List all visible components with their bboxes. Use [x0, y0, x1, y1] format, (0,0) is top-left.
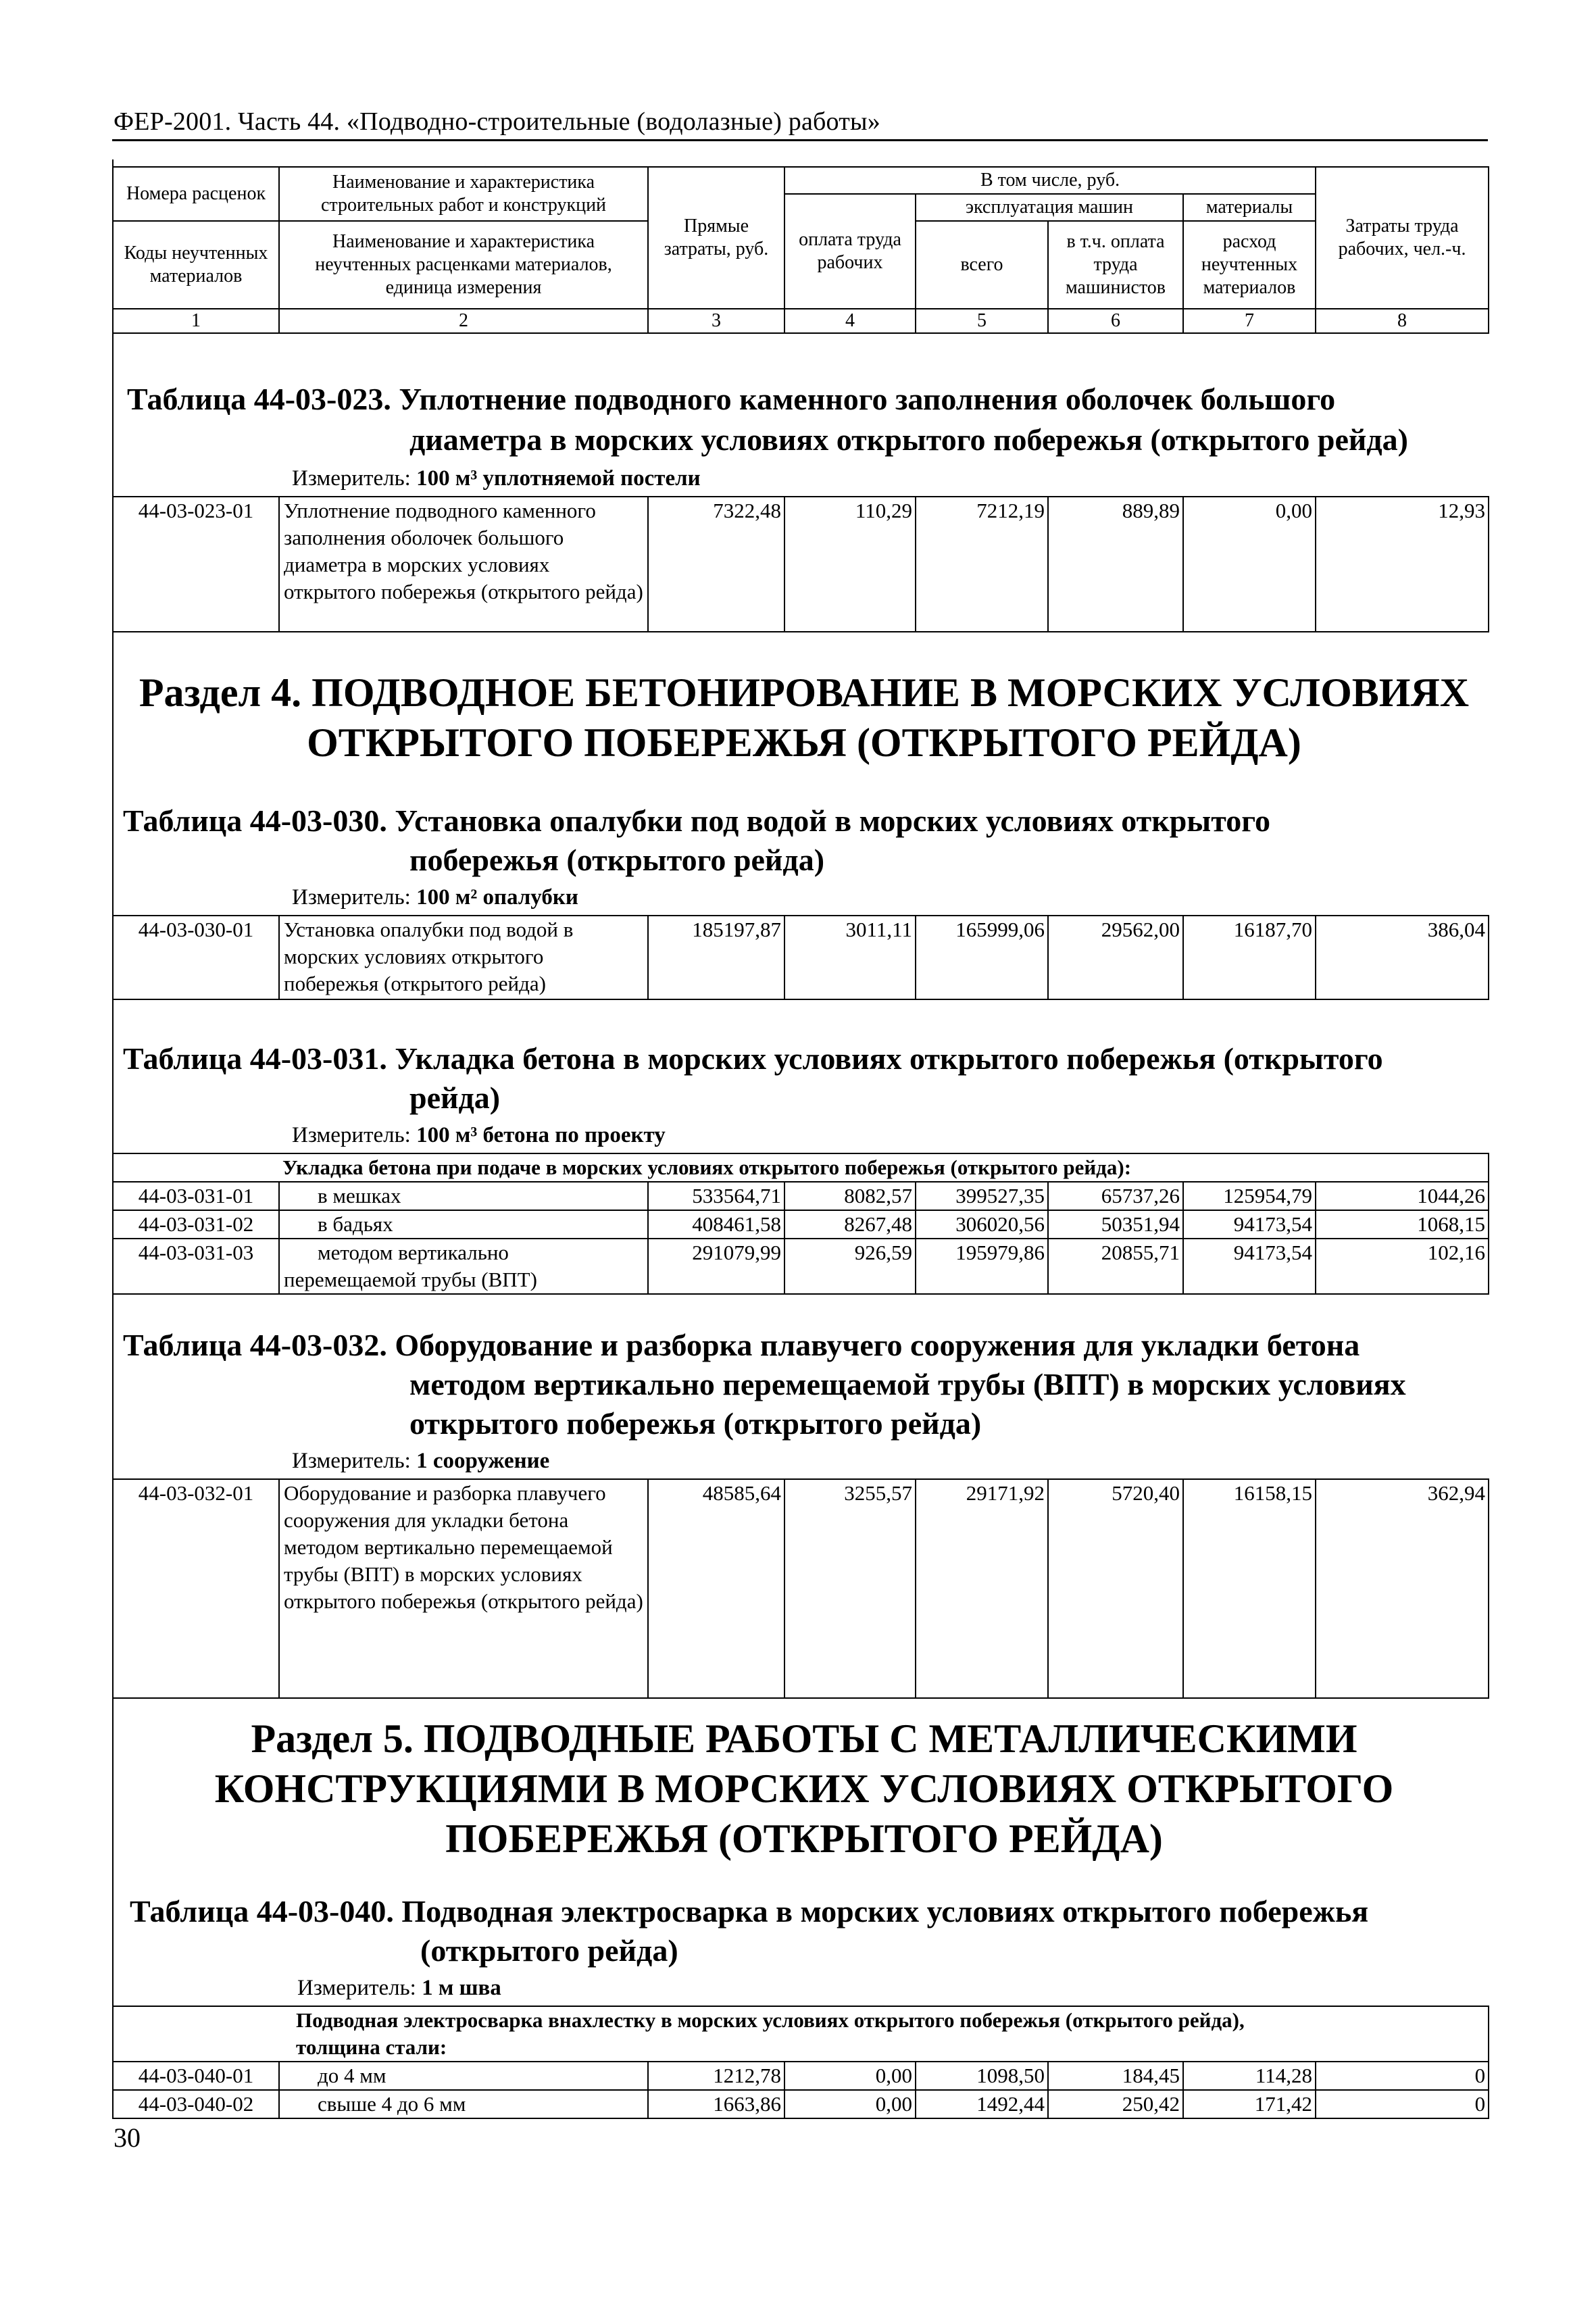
- labor-hours: 386,04: [1316, 916, 1489, 999]
- col-number: 5: [916, 309, 1048, 333]
- table-title: [123, 1326, 1360, 1365]
- meter-label: Измеритель:: [292, 1123, 411, 1147]
- table-title-text: Укладка бетона в морских условиях открытого побережья (открытого: [395, 1041, 1383, 1076]
- table-number: Таблица 44-03-030.: [123, 803, 387, 838]
- column-header-table: [112, 166, 1489, 334]
- meter-label: Измеритель:: [292, 1449, 411, 1473]
- col-number: 2: [279, 309, 648, 333]
- table-row: [113, 1239, 1489, 1294]
- row-name: в мешках: [279, 1182, 648, 1210]
- meter-value: 1 сооружение: [416, 1449, 550, 1473]
- col-number: 6: [1048, 309, 1183, 333]
- operator-wages: 20855,71: [1048, 1239, 1183, 1294]
- labor-hours: 102,16: [1316, 1239, 1489, 1294]
- meter-value: 1 м шва: [422, 1976, 501, 2000]
- col5-header: всего: [916, 221, 1048, 309]
- running-header: ФЕР-2001. Часть 44. «Подводно-строительные (водолазные) работы»: [114, 107, 880, 136]
- row-name: свыше 4 до 6 мм: [279, 2090, 648, 2118]
- col-number: 1: [113, 309, 279, 333]
- machines-total: 195979,86: [916, 1239, 1048, 1294]
- labor-hours: 1068,15: [1316, 1210, 1489, 1239]
- row-name-line2: перемещаемой трубы (ВПТ): [284, 1268, 537, 1291]
- col3-header: Прямые затраты, руб.: [648, 167, 784, 309]
- col-number: 8: [1316, 309, 1489, 333]
- machines-total: 29171,92: [916, 1479, 1048, 1698]
- table-title-cont: (открытого рейда): [420, 1933, 678, 1968]
- table-44-03-032: [112, 1478, 1489, 1699]
- machines-total: 1492,44: [916, 2090, 1048, 2118]
- labor-hours: 0: [1316, 2090, 1489, 2118]
- meter-label: Измеритель:: [297, 1976, 416, 2000]
- row-code: 44-03-032-01: [113, 1479, 279, 1698]
- table-44-03-030: [112, 915, 1489, 1000]
- machines-total: 306020,56: [916, 1210, 1048, 1239]
- meter-value: 100 м³ уплотняемой постели: [416, 466, 701, 491]
- table-row: [113, 2062, 1489, 2090]
- row-name: Установка опалубки под водой в морских условиях открытого побережья (открытого рейда): [279, 916, 648, 999]
- meter-line: [297, 1976, 501, 2001]
- table-title-cont: рейда): [409, 1080, 501, 1115]
- table-title: [127, 380, 1335, 419]
- machines-total: 399527,35: [916, 1182, 1048, 1210]
- materials-cost: 94173,54: [1183, 1210, 1316, 1239]
- table-row: [113, 497, 1489, 632]
- direct-costs: 185197,87: [648, 916, 784, 999]
- page-number: 30: [114, 2122, 141, 2153]
- meter-value: 100 м³ бетона по проекту: [416, 1123, 666, 1147]
- table-title-text: Установка опалубки под водой в морских условиях открытого: [395, 803, 1270, 838]
- col6-header: в т.ч. оплата труда машинистов: [1048, 221, 1183, 309]
- table-44-03-031: [112, 1153, 1489, 1295]
- machines-header: эксплуатация машин: [916, 194, 1183, 221]
- table-number: Таблица 44-03-023.: [127, 382, 391, 416]
- operator-wages: 5720,40: [1048, 1479, 1183, 1698]
- meter-label: Измеритель:: [292, 466, 411, 491]
- row-code: 44-03-040-01: [113, 2062, 279, 2090]
- table-44-03-023: [112, 496, 1489, 632]
- labor-wages: 8267,48: [784, 1210, 916, 1239]
- row-name: до 4 мм: [279, 2062, 648, 2090]
- operator-wages: 50351,94: [1048, 1210, 1183, 1239]
- table-row: [113, 1479, 1489, 1698]
- labor-hours: 0: [1316, 2062, 1489, 2090]
- labor-hours: 1044,26: [1316, 1182, 1489, 1210]
- meter-line: [292, 1123, 666, 1148]
- row-code: 44-03-040-02: [113, 2090, 279, 2118]
- materials-cost: 0,00: [1183, 497, 1316, 632]
- col1-bottom-header: Коды неучтенных материалов: [113, 221, 279, 309]
- table-number: Таблица 44-03-040.: [130, 1894, 394, 1928]
- materials-cost: 16187,70: [1183, 916, 1316, 999]
- operator-wages: 889,89: [1048, 497, 1183, 632]
- row-code: 44-03-031-03: [113, 1239, 279, 1294]
- labor-wages: 0,00: [784, 2090, 916, 2118]
- row-code: 44-03-030-01: [113, 916, 279, 999]
- direct-costs: 7322,48: [648, 497, 784, 632]
- materials-cost: 94173,54: [1183, 1239, 1316, 1294]
- row-code: 44-03-023-01: [113, 497, 279, 632]
- header-rule: [112, 139, 1488, 141]
- subheader-row: [113, 2006, 1489, 2062]
- materials-header: материалы: [1183, 194, 1316, 221]
- table-row: [113, 1182, 1489, 1210]
- col-number: 4: [784, 309, 916, 333]
- section-5-title-line3: ПОБЕРЕЖЬЯ (ОТКРЫТОГО РЕЙДА): [445, 1816, 1163, 1861]
- machines-total: 165999,06: [916, 916, 1048, 999]
- materials-cost: 114,28: [1183, 2062, 1316, 2090]
- meter-line: [292, 466, 701, 491]
- table-title-text: Оборудование и разборка плавучего сооружения для укладки бетона: [395, 1328, 1360, 1362]
- labor-wages: 0,00: [784, 2062, 916, 2090]
- row-name: Уплотнение подводного каменного заполнения оболочек большого диаметра в морских условиях открытого побережья (открытого рейда): [279, 497, 648, 632]
- labor-wages: 926,59: [784, 1239, 916, 1294]
- meter-label: Измеритель:: [292, 885, 411, 910]
- labor-hours: 362,94: [1316, 1479, 1489, 1698]
- table-title: [130, 1892, 1368, 1931]
- materials-cost: 16158,15: [1183, 1479, 1316, 1698]
- operator-wages: 184,45: [1048, 2062, 1183, 2090]
- col7-header: расход неучтенных материалов: [1183, 221, 1316, 309]
- table-row: [113, 2090, 1489, 2118]
- col-number: 3: [648, 309, 784, 333]
- table-title-text: Подводная электросварка в морских условиях открытого побережья: [401, 1894, 1369, 1928]
- subheader-line1: Подводная электросварка внахлестку в морских условиях открытого побережья (открытого рейда),: [296, 2008, 1245, 2032]
- table-title-cont: открытого побережья (открытого рейда): [409, 1406, 982, 1441]
- machines-total: 7212,19: [916, 497, 1048, 632]
- table-title-cont: методом вертикально перемещаемой трубы (ВПТ) в морских условиях: [409, 1367, 1406, 1401]
- table-44-03-040: [112, 2006, 1489, 2119]
- operator-wages: 65737,26: [1048, 1182, 1183, 1210]
- labor-wages: 3011,11: [784, 916, 916, 999]
- col1-top-header: Номера расценок: [113, 167, 279, 221]
- row-code: 44-03-031-02: [113, 1210, 279, 1239]
- table-title: [123, 1039, 1383, 1078]
- meter-value: 100 м² опалубки: [416, 885, 578, 910]
- materials-cost: 125954,79: [1183, 1182, 1316, 1210]
- section-5-title-line2: КОНСТРУКЦИЯМИ В МОРСКИХ УСЛОВИЯХ ОТКРЫТОГО: [214, 1766, 1394, 1811]
- col8-header: Затраты труда рабочих, чел.-ч.: [1316, 167, 1489, 309]
- labor-hours: 12,93: [1316, 497, 1489, 632]
- col4-header: оплата труда рабочих: [784, 194, 916, 309]
- table-row: [113, 1210, 1489, 1239]
- table-title-text: Уплотнение подводного каменного заполнения оболочек большого: [399, 382, 1336, 416]
- table-title-cont: побережья (открытого рейда): [409, 843, 825, 877]
- row-name: [279, 1239, 648, 1294]
- col2-top-header: Наименование и характеристика строительных работ и конструкций: [279, 167, 648, 221]
- table-number: Таблица 44-03-031.: [123, 1041, 387, 1076]
- labor-wages: 3255,57: [784, 1479, 916, 1698]
- direct-costs: 408461,58: [648, 1210, 784, 1239]
- machines-total: 1098,50: [916, 2062, 1048, 2090]
- row-name-line1: методом вертикально: [318, 1241, 509, 1264]
- labor-wages: 110,29: [784, 497, 916, 632]
- table-title: [123, 801, 1270, 841]
- col2-bottom-header: Наименование и характеристика неучтенных расценками материалов, единица измерения: [279, 221, 648, 309]
- meter-line: [292, 885, 578, 910]
- direct-costs: 1212,78: [648, 2062, 784, 2090]
- direct-costs: 533564,71: [648, 1182, 784, 1210]
- subheader-line2: толщина стали:: [296, 2035, 447, 2059]
- row-name: Оборудование и разборка плавучего сооружения для укладки бетона методом вертикально перемещаемой трубы (ВПТ) в морских условиях открытого побережья (открытого рейда): [279, 1479, 648, 1698]
- direct-costs: 1663,86: [648, 2090, 784, 2118]
- operator-wages: 250,42: [1048, 2090, 1183, 2118]
- section-4-title-line2: ОТКРЫТОГО ПОБЕРЕЖЬЯ (ОТКРЫТОГО РЕЙДА): [307, 720, 1301, 765]
- including-header: В том числе, руб.: [784, 167, 1316, 194]
- materials-cost: 171,42: [1183, 2090, 1316, 2118]
- subheader: Укладка бетона при подаче в морских условиях открытого побережья (открытого рейда):: [113, 1153, 1489, 1182]
- table-number: Таблица 44-03-032.: [123, 1328, 387, 1362]
- direct-costs: 291079,99: [648, 1239, 784, 1294]
- section-5-title-line1: Раздел 5. ПОДВОДНЫЕ РАБОТЫ С МЕТАЛЛИЧЕСКИМИ: [251, 1716, 1357, 1761]
- table-title-cont: диаметра в морских условиях открытого побережья (открытого рейда): [409, 422, 1408, 457]
- table-row: [113, 916, 1489, 999]
- col-number: 7: [1183, 309, 1316, 333]
- section-4-title-line1: Раздел 4. ПОДВОДНОЕ БЕТОНИРОВАНИЕ В МОРСКИХ УСЛОВИЯХ: [139, 670, 1470, 715]
- row-code: 44-03-031-01: [113, 1182, 279, 1210]
- meter-line: [292, 1449, 549, 1474]
- labor-wages: 8082,57: [784, 1182, 916, 1210]
- operator-wages: 29562,00: [1048, 916, 1183, 999]
- row-name: в бадьях: [279, 1210, 648, 1239]
- subheader: [113, 2006, 1489, 2062]
- subheader-row: [113, 1153, 1489, 1182]
- direct-costs: 48585,64: [648, 1479, 784, 1698]
